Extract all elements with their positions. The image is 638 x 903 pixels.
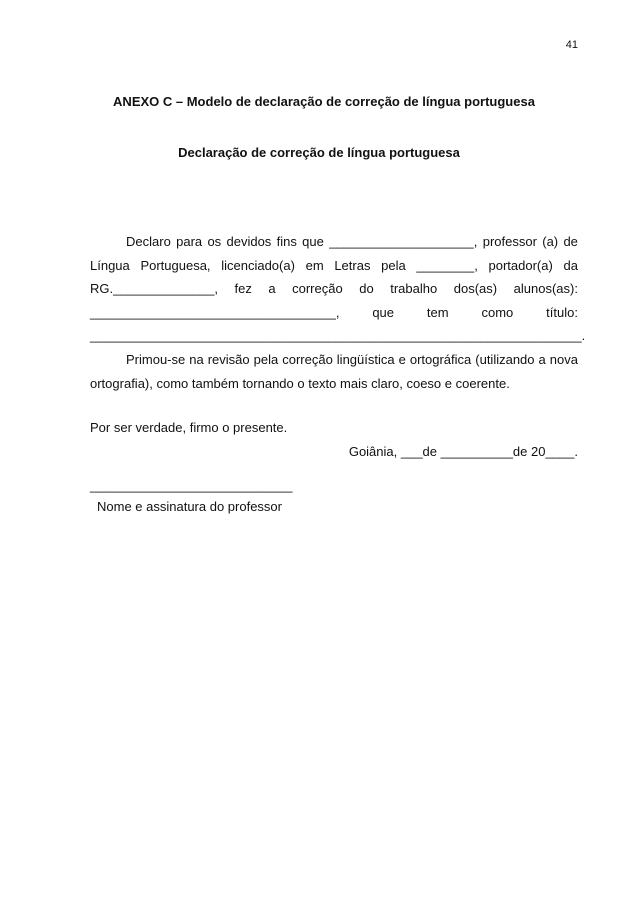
- closing-statement: Por ser verdade, firmo o presente.: [90, 420, 288, 436]
- word: professor: [482, 234, 537, 249]
- paragraph1-line1: [90, 230, 578, 254]
- word: que: [302, 234, 324, 249]
- word: (utilizando: [475, 351, 535, 367]
- paragraph1-line2: [90, 254, 578, 278]
- word: trabalho: [390, 281, 438, 297]
- paragraph1-line3: [90, 277, 578, 301]
- title-blank-line: ____________________________________________________________________.: [90, 328, 586, 344]
- word: fins: [276, 234, 297, 249]
- word: a: [268, 281, 276, 297]
- word: nova: [549, 351, 578, 367]
- declaration-title: Declaração de correção de língua portuguesa: [178, 145, 460, 160]
- word: pela: [381, 257, 406, 273]
- word: licenciado(a): [221, 257, 295, 273]
- word: portador(a): [488, 257, 553, 273]
- word: correção: [292, 281, 343, 297]
- word: os: [207, 234, 222, 249]
- word: (a): [542, 234, 559, 249]
- word: em: [305, 257, 324, 273]
- paragraph1-line4: [90, 301, 578, 325]
- word: tem: [426, 304, 449, 320]
- signature-block: [90, 475, 292, 517]
- word: fez: [234, 281, 252, 297]
- word: Portuguesa,: [140, 257, 211, 273]
- word: que: [372, 304, 395, 320]
- word: da: [563, 257, 578, 273]
- word: Letras: [334, 257, 371, 273]
- students-blank: __________________________________,: [90, 304, 340, 320]
- word: Primou-se: [126, 351, 186, 367]
- place-date-line: Goiânia, ___de __________de 20____.: [348, 443, 578, 459]
- paragraph-spacer: [90, 395, 578, 416]
- word: a: [538, 351, 546, 367]
- word: revisão: [207, 351, 250, 367]
- word: para: [176, 234, 203, 249]
- institution-blank: ________,: [416, 257, 478, 273]
- paragraph2-line1: [90, 348, 578, 372]
- annex-title: ANEXO C – Modelo de declaração de correção de língua portuguesa: [113, 94, 535, 109]
- word: lingüística: [336, 351, 395, 367]
- word: devidos: [226, 234, 272, 249]
- word: Língua: [90, 257, 130, 273]
- word: pela: [253, 351, 279, 367]
- word: Declaro: [126, 234, 171, 249]
- word: do: [359, 281, 374, 297]
- teacher-name-blank: ____________________,: [329, 234, 478, 249]
- rg-blank: RG.______________,: [90, 281, 218, 297]
- word: correção: [282, 351, 333, 367]
- signature-label: Nome e assinatura do professor: [97, 499, 282, 514]
- word: dos(as): [453, 281, 498, 297]
- word: na: [189, 351, 204, 367]
- declaration-body: [90, 230, 586, 463]
- word: e: [398, 351, 406, 367]
- word: ortográfica: [409, 351, 472, 367]
- word: título:: [546, 304, 578, 320]
- word: como: [481, 304, 514, 320]
- word: alunos(as):: [513, 281, 578, 297]
- word: de: [563, 234, 578, 249]
- paragraph2-line2: ortografia), como também tornando o texto mais claro, coeso e coerente.: [90, 375, 510, 391]
- signature-line: ____________________________: [90, 478, 293, 493]
- page-number: 41: [565, 39, 578, 51]
